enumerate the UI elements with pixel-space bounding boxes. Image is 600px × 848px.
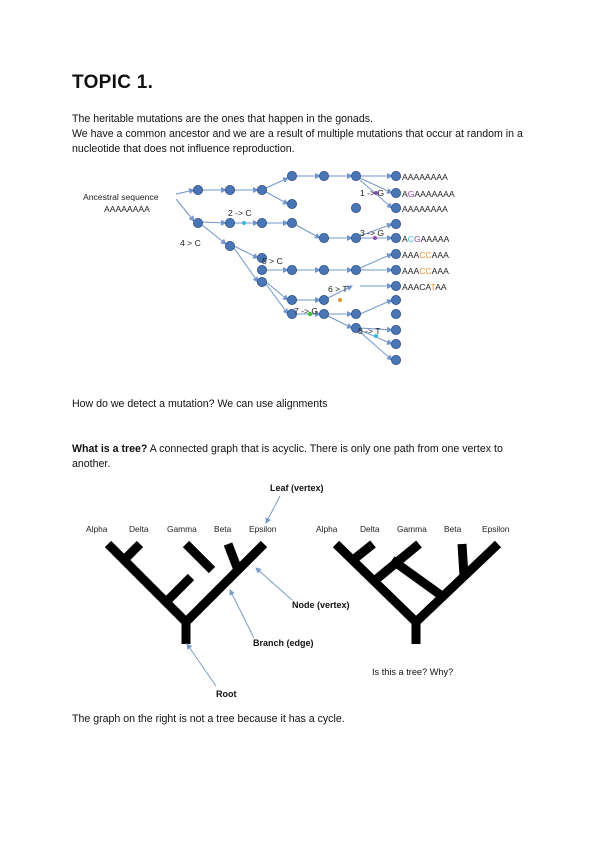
leaf-sequence-2: AGAAAAAAA	[402, 189, 455, 199]
right-leaf-delta: Delta	[360, 524, 380, 534]
intro-paragraph	[72, 112, 542, 158]
root-annotation: Root	[216, 689, 237, 699]
ancestral-sequence: AAAAAAAA	[104, 204, 150, 214]
branch-annotation: Branch (edge)	[253, 638, 314, 648]
left-leaf-gamma: Gamma	[167, 524, 197, 534]
intro-line-2: We have a common ancestor and we are a result of multiple mutations that occur at random in a nucleotide that does not influence reproduction.	[72, 128, 523, 156]
node-annotation: Node (vertex)	[292, 600, 350, 610]
mutation-phylogeny-figure	[78, 166, 470, 368]
tree-question: Is this a tree? Why?	[372, 667, 454, 677]
left-leaf-delta: Delta	[129, 524, 149, 534]
leaf-sequence-6: AAACCAAA	[402, 266, 449, 276]
mutation-label-6: 6 > T	[328, 284, 348, 294]
intro-line-1: The heritable mutations are the ones that happen in the gonads.	[72, 113, 373, 125]
leaf-sequence-5: AAACCAAA	[402, 250, 449, 260]
left-tree	[108, 544, 264, 644]
right-leaf-epsilon: Epsilon	[482, 524, 510, 534]
right-leaf-beta: Beta	[444, 524, 462, 534]
tree-definition	[72, 442, 542, 472]
right-leaf-alpha: Alpha	[316, 524, 338, 534]
leaf-sequence-1: AAAAAAAA	[402, 172, 448, 182]
left-leaf-beta: Beta	[214, 524, 232, 534]
leaf-sequence-7: AAACATAA	[402, 282, 447, 292]
leaf-sequence-3: AAAAAAAA	[402, 204, 448, 214]
right-tree	[336, 544, 498, 644]
tree-diagram-figure	[70, 478, 540, 704]
right-leaf-gamma: Gamma	[397, 524, 427, 534]
mutation-label-2: 2 -> C	[228, 208, 252, 218]
tree-definition-term: What is a tree?	[72, 443, 148, 455]
tree-definition-text: A connected graph that is acyclic. There is only one path from one vertex to another.	[72, 443, 503, 471]
mutation-label-5: 5 > C	[262, 256, 283, 266]
mutation-label-3: 3 -> G	[360, 228, 385, 238]
leaf-sequence-4: ACGAAAAA	[402, 234, 450, 244]
alignments-question: How do we detect a mutation? We can use alignments	[72, 398, 328, 410]
mutation-label-4: 4 > C	[180, 238, 201, 248]
mutation-label-7: 7 -> G	[294, 306, 319, 316]
left-leaf-epsilon: Epsilon	[249, 524, 277, 534]
ancestral-label: Ancestral sequence	[83, 192, 159, 202]
page-title: TOPIC 1.	[72, 72, 154, 93]
mutation-label-1: 1 -> G	[360, 188, 385, 198]
leaf-annotation: Leaf (vertex)	[270, 483, 324, 493]
mutation-label-8: 8 -> T	[358, 326, 381, 336]
conclusion-text: The graph on the right is not a tree because it has a cycle.	[72, 713, 345, 725]
left-leaf-alpha: Alpha	[86, 524, 108, 534]
